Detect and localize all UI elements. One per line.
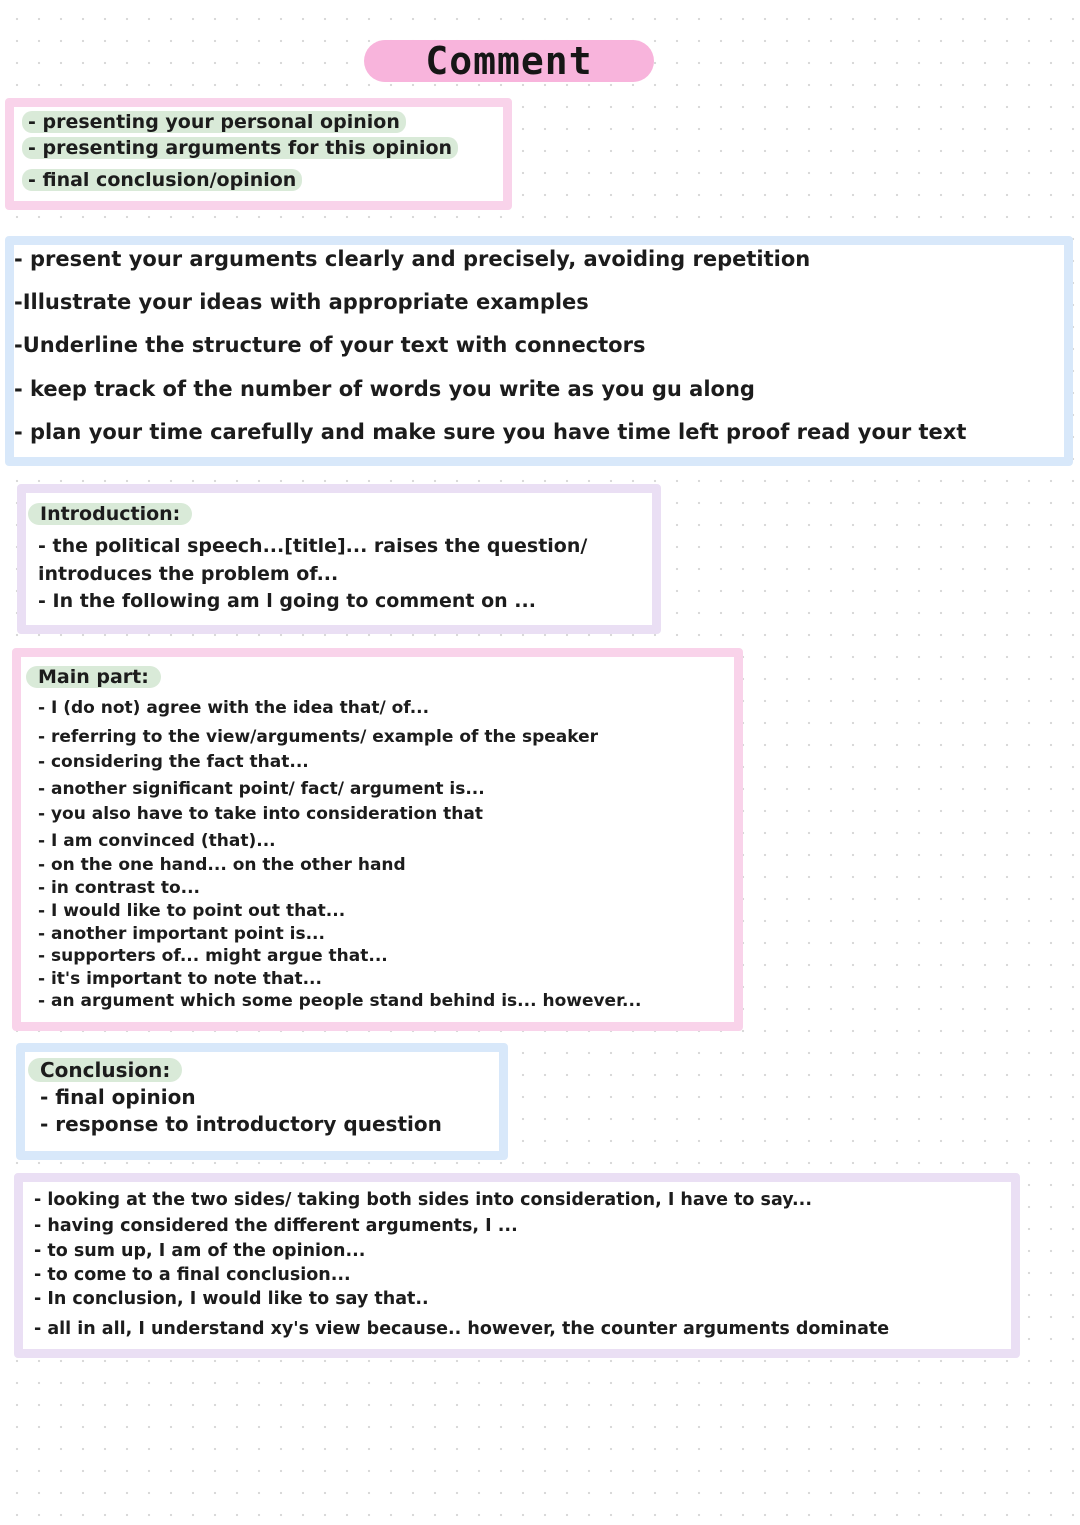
tip-item: - present your arguments clearly and precisely, avoiding repetition	[14, 247, 811, 271]
main-part-line: - supporters of... might argue that...	[38, 946, 388, 966]
introduction-line: - the political speech...[title]... raises the question/	[38, 535, 588, 557]
conclusion-phrase: - to sum up, I am of the opinion...	[34, 1241, 366, 1261]
conclusion-heading: Conclusion:	[28, 1058, 182, 1082]
tip-item: - keep track of the number of words you write as you gu along	[14, 377, 755, 401]
structure-item: - final conclusion/opinion	[28, 169, 302, 191]
conclusion-phrase: - In conclusion, I would like to say that..	[34, 1289, 429, 1309]
main-part-line: - in contrast to...	[38, 878, 201, 898]
tip-item: -Illustrate your ideas with appropriate examples	[14, 290, 589, 314]
page-title: Comment	[364, 40, 654, 82]
introduction-line: - In the following am l going to comment on ...	[38, 590, 536, 612]
main-part-line: - referring to the view/arguments/ example of the speaker	[38, 727, 599, 747]
conclusion-phrase: - to come to a final conclusion...	[34, 1265, 351, 1285]
introduction-heading: Introduction:	[28, 503, 192, 525]
main-part-line: - considering the fact that...	[38, 752, 309, 772]
main-part-line: - I would like to point out that...	[38, 901, 346, 921]
main-part-line: - an argument which some people stand behind is... however...	[38, 991, 642, 1011]
conclusion-line: - final opinion	[40, 1085, 196, 1109]
main-part-line: - I am convinced (that)...	[38, 831, 276, 851]
conclusion-line: - response to introductory question	[40, 1112, 442, 1136]
main-part-line: - I (do not) agree with the idea that/ of...	[38, 698, 430, 718]
main-part-line: - it's important to note that...	[38, 969, 322, 989]
conclusion-phrase: - looking at the two sides/ taking both sides into consideration, I have to say...	[34, 1190, 812, 1210]
introduction-line: introduces the problem of...	[38, 563, 339, 585]
main-part-line: - another significant point/ fact/ argument is...	[38, 779, 485, 799]
tip-item: -Underline the structure of your text with connectors	[14, 333, 646, 357]
main-part-line: - on the one hand... on the other hand	[38, 855, 406, 875]
main-part-line: - you also have to take into consideration that	[38, 804, 483, 824]
conclusion-phrase: - all in all, I understand xy's view because.. however, the counter arguments dominate	[34, 1319, 890, 1339]
structure-item: - presenting arguments for this opinion	[28, 137, 458, 159]
structure-item: - presenting your personal opinion	[28, 111, 406, 133]
tip-item: - plan your time carefully and make sure you have time left proof read your text	[14, 420, 967, 444]
main-part-line: - another important point is...	[38, 924, 325, 944]
main-part-heading: Main part:	[26, 666, 161, 688]
conclusion-phrase: - having considered the different arguments, I ...	[34, 1216, 518, 1236]
